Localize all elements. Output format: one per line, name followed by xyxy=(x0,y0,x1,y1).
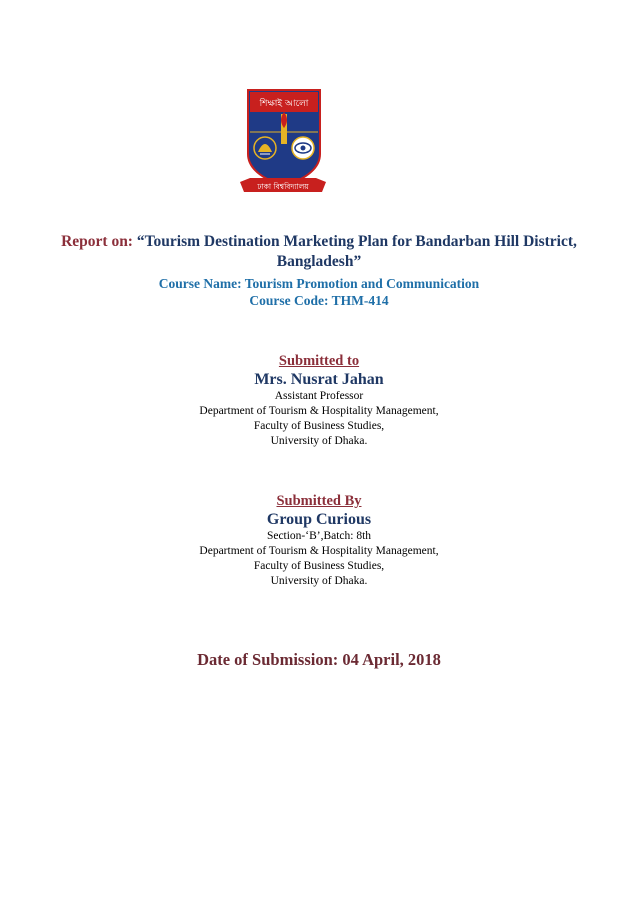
submitted-by-detail: University of Dhaka. xyxy=(270,575,368,587)
submitted-by-name: Group Curious xyxy=(266,511,372,528)
submitted-by-detail: Department of Tourism & Hospitality Management, xyxy=(199,545,439,557)
report-title-line2: Bangladesh” xyxy=(276,253,362,270)
submitted-by-detail: Faculty of Business Studies, xyxy=(253,560,385,572)
submitted-by-heading: Submitted By xyxy=(276,493,362,509)
submitted-to-detail: Assistant Professor xyxy=(274,390,364,402)
submitted-by-detail: Section-‘B’,Batch: 8th xyxy=(266,530,372,542)
course-code: Course Code: THM-414 xyxy=(249,293,389,308)
university-logo xyxy=(238,88,328,200)
report-title-text: “Tourism Destination Marketing Plan for Bandarban Hill District, xyxy=(136,233,577,250)
report-label: Report on: xyxy=(61,233,133,250)
university-crest-icon xyxy=(238,88,328,200)
submitted-to-name: Mrs. Nusrat Jahan xyxy=(254,371,384,388)
submitted-to-detail: Department of Tourism & Hospitality Management, xyxy=(199,405,439,417)
submitted-to-heading: Submitted to xyxy=(278,353,360,369)
submitted-to-detail: University of Dhaka. xyxy=(270,435,368,447)
logo-banner-text: ঢাকা বিশ্ববিদ্যালয় xyxy=(257,182,309,191)
submitted-to-detail: Faculty of Business Studies, xyxy=(253,420,385,432)
submission-date: Date of Submission: 04 April, 2018 xyxy=(197,650,441,669)
logo-motto: শিক্ষাই আলো xyxy=(259,99,309,109)
report-title-line1 xyxy=(0,232,638,252)
course-name: Course Name: Tourism Promotion and Communication xyxy=(158,276,480,291)
